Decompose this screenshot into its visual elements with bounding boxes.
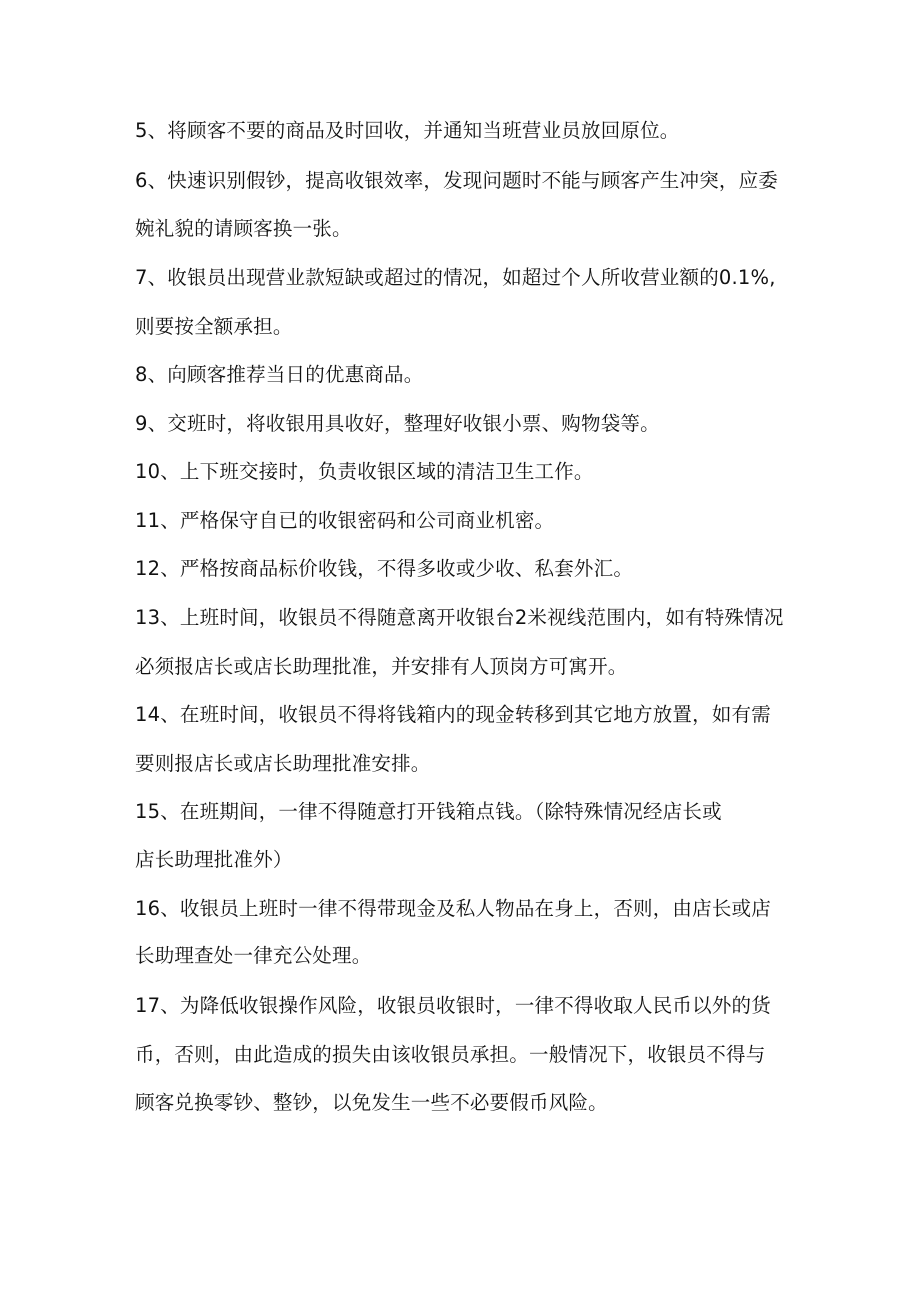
text-line: 15、在班期间，一律不得随意打开钱箱点钱。（除特殊情况经店长或 bbox=[135, 800, 722, 823]
text-line: 11、严格保守自已的收银密码和公司商业机密。 bbox=[135, 509, 555, 532]
text-line: 13、上班时间，收银员不得随意离开收银台2米视线范围内，如有特殊情况 bbox=[135, 606, 784, 629]
text-line: 顾客兑换零钞、整钞，以免发生一些不必要假币风险。 bbox=[135, 1091, 608, 1114]
text-line: 币，否则，由此造成的损失由该收银员承担。一般情况下，收银员不得与 bbox=[135, 1043, 766, 1066]
text-line: 17、为降低收银操作风险，收银员收银时，一律不得收取人民币以外的货 bbox=[135, 994, 771, 1017]
text-line: 16、收银员上班时一律不得带现金及私人物品在身上，否则，由店长或店 bbox=[135, 897, 771, 920]
text-line: 9、交班时，将收银用具收好，整理好收银小票、购物袋等。 bbox=[135, 412, 660, 435]
text-line: 14、在班时间，收银员不得将钱箱内的现金转移到其它地方放置，如有需 bbox=[135, 703, 771, 726]
text-line: 12、严格按商品标价收钱，不得多收或少收、私套外汇。 bbox=[135, 557, 634, 580]
text-line: 8、向顾客推荐当日的优惠商品。 bbox=[135, 363, 424, 386]
text-line: 要则报店长或店长助理批准安排。 bbox=[135, 752, 431, 775]
text-line: 7、收银员出现营业款短缺或超过的情况，如超过个人所收营业额的0.1%, bbox=[135, 266, 776, 289]
text-line: 必须报店长或店长助理批准，并安排有人顶岗方可寓开。 bbox=[135, 655, 628, 678]
text-line: 5、将顾客不要的商品及时回收，并通知当班营业员放回原位。 bbox=[135, 119, 680, 142]
text-line: 则要按全额承担。 bbox=[135, 315, 293, 338]
text-line: 长助理查处一律充公处理。 bbox=[135, 944, 372, 967]
text-line: 6、快速识别假钞，提高收银效率，发现问题时不能与顾客产生冲突，应委 bbox=[135, 169, 779, 192]
text-line: 店长助理批准外） bbox=[135, 848, 293, 871]
text-line: 10、上下班交接时，负责收银区域的清洁卫生工作。 bbox=[135, 460, 594, 483]
text-line: 婉礼貌的请顾客换一张。 bbox=[135, 217, 352, 240]
